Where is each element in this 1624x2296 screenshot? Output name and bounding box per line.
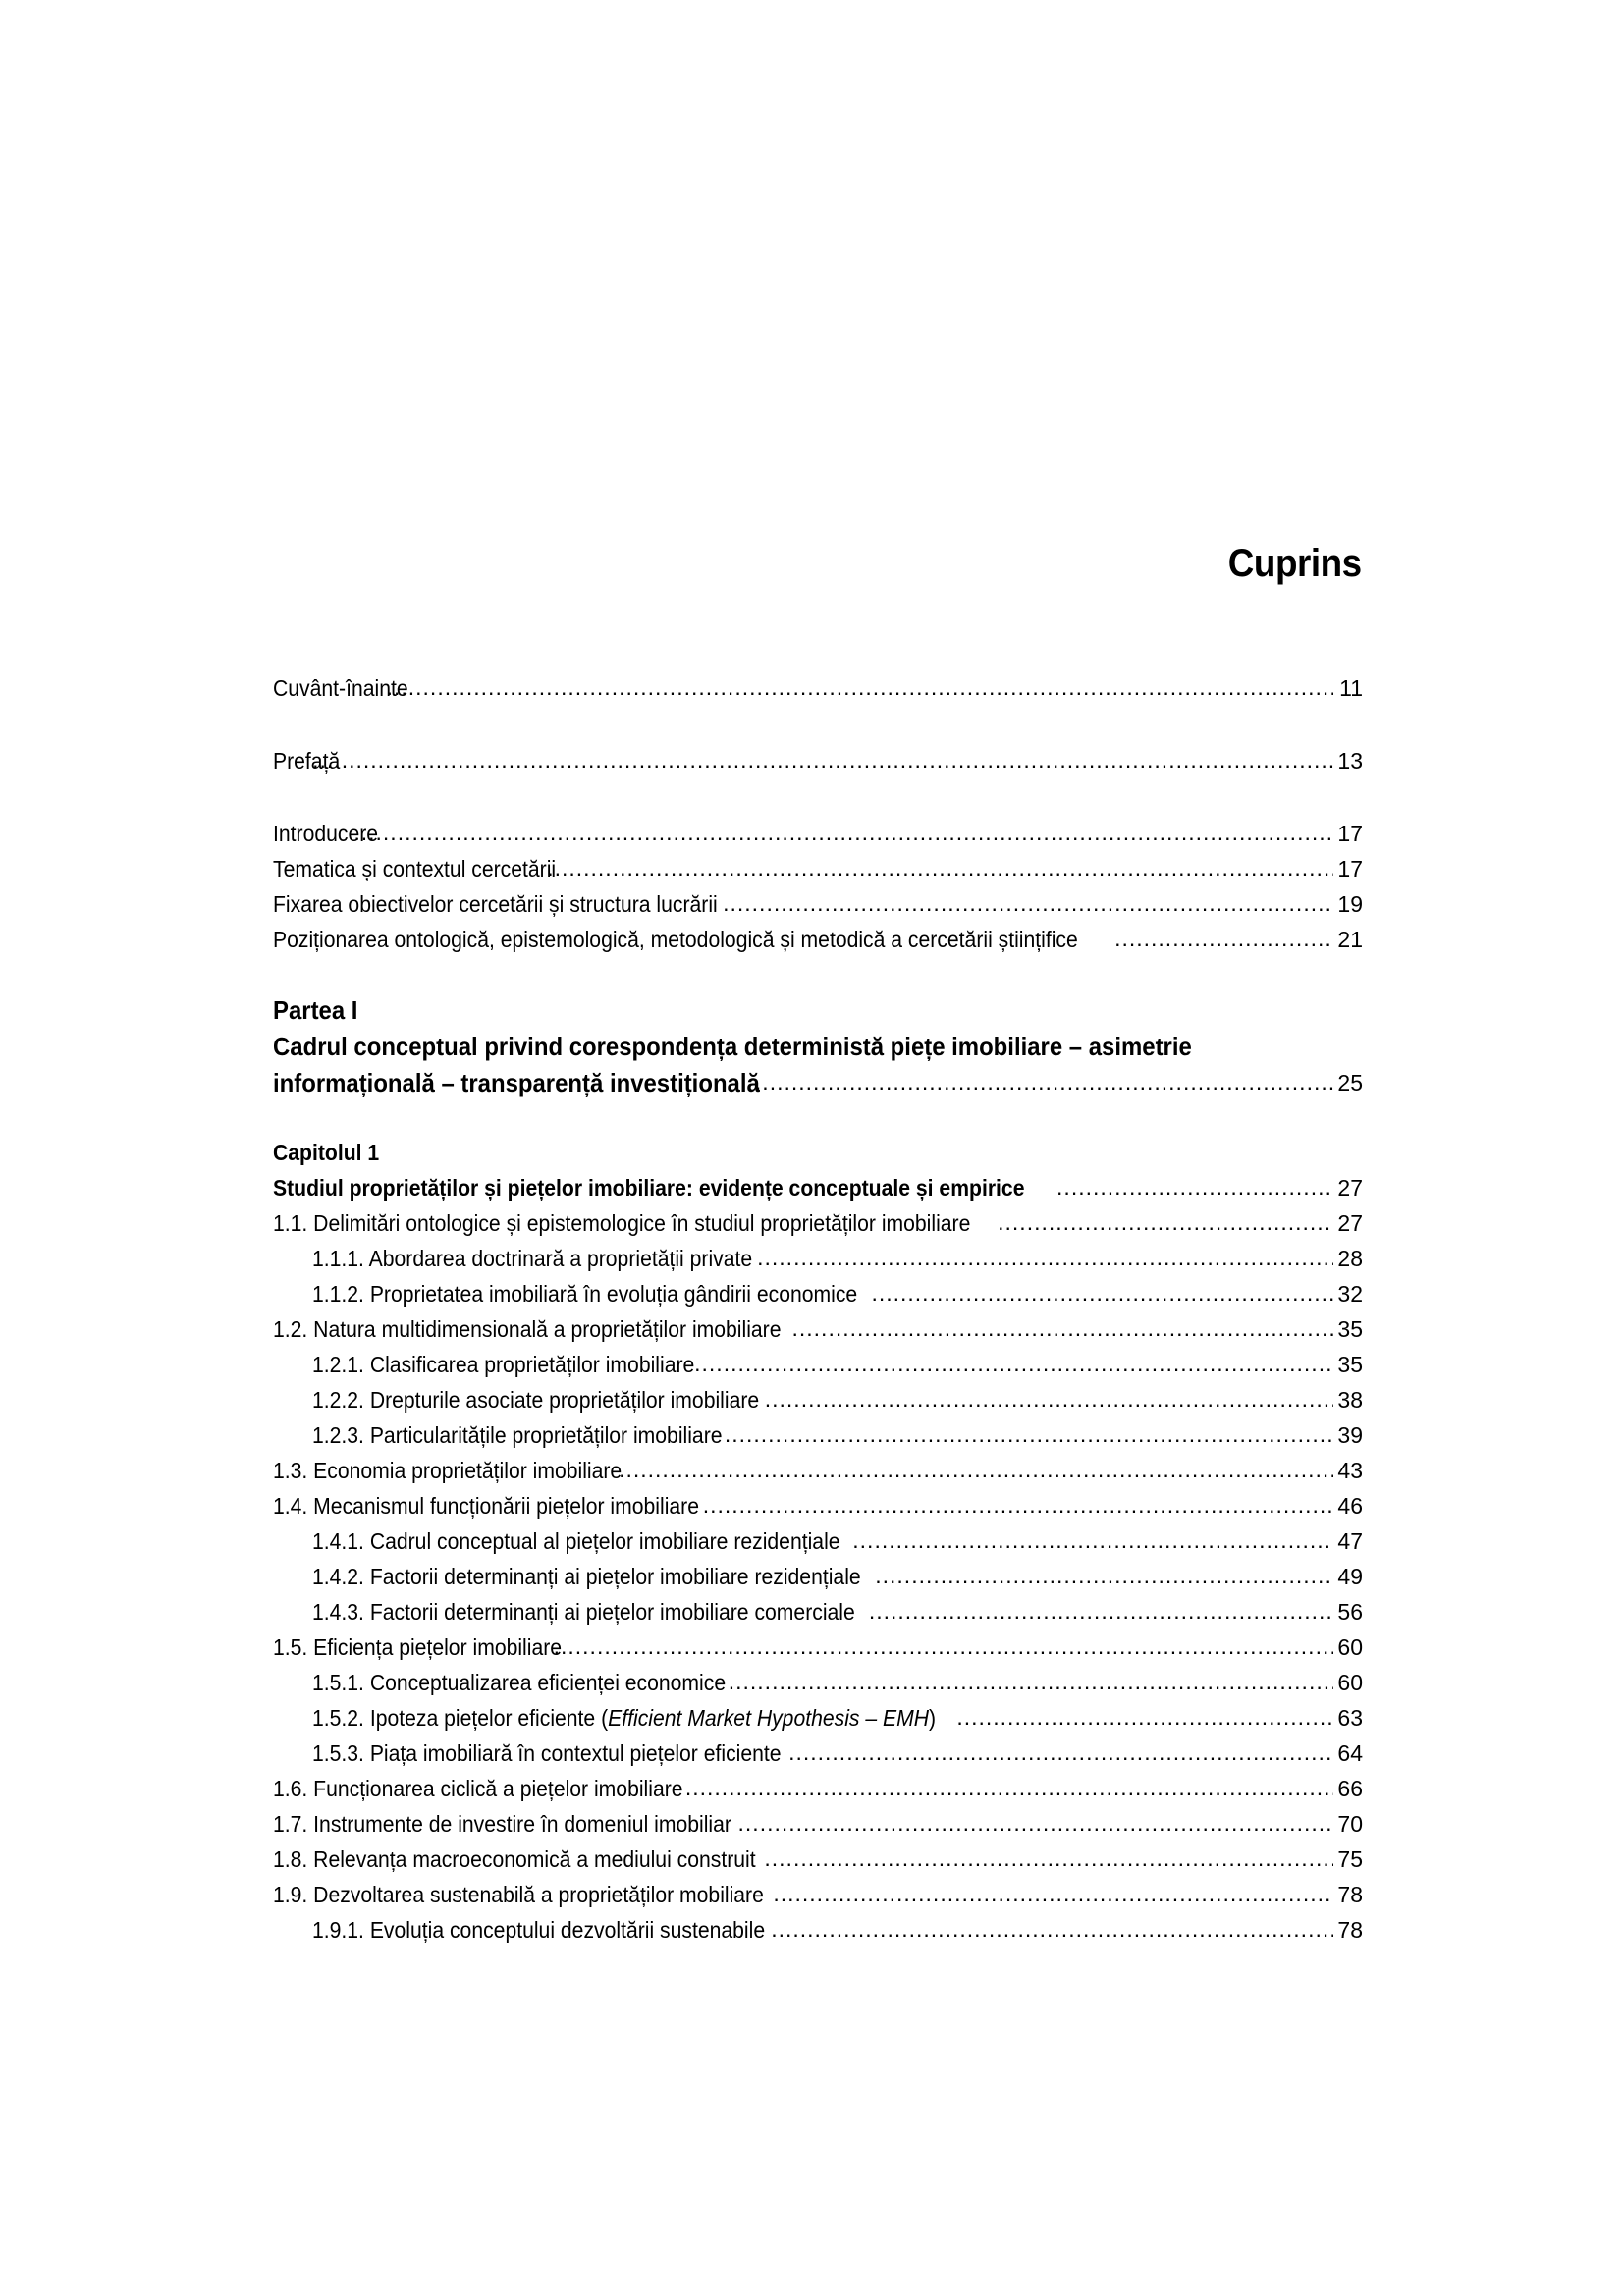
toc-page-number: 78 xyxy=(1337,1917,1363,1943)
toc-entry-label: Prefață xyxy=(273,748,341,774)
toc-entry-cuvant-inainte[interactable] xyxy=(273,670,1363,706)
toc-page-number: 38 xyxy=(1337,1387,1363,1413)
toc-entry-label: 1.6. Funcționarea ciclică a piețelor imobiliare xyxy=(273,1776,683,1801)
toc-entry[interactable] xyxy=(273,1771,1363,1806)
toc-entry-introducere[interactable] xyxy=(273,816,1363,851)
dot-leader xyxy=(725,1416,1333,1452)
dot-leader xyxy=(773,1876,1333,1911)
dot-leader xyxy=(757,1240,1333,1275)
toc-page-number: 66 xyxy=(1337,1776,1363,1801)
toc-entry[interactable] xyxy=(273,1453,1363,1488)
dot-leader xyxy=(771,1911,1333,1947)
part-heading: Partea I xyxy=(273,995,358,1025)
dot-leader xyxy=(764,1841,1333,1876)
part-block xyxy=(273,992,1363,1101)
toc-entry-label: 1.4.3. Factorii determinanți ai piețelor imobiliare comerciale xyxy=(312,1599,855,1625)
toc-page-number: 35 xyxy=(1337,1352,1363,1377)
toc-page-number: 78 xyxy=(1337,1882,1363,1907)
toc-entry-label: 1.7. Instrumente de investire în domeniul imobiliar xyxy=(273,1811,731,1837)
toc-entry[interactable] xyxy=(273,1382,1363,1417)
dot-leader xyxy=(554,1629,1333,1664)
toc-page-number: 27 xyxy=(1337,1210,1363,1236)
toc-page-number: 13 xyxy=(1337,748,1363,774)
toc-entry[interactable] xyxy=(273,1205,1363,1241)
toc-page-number: 11 xyxy=(1339,675,1363,701)
dot-leader xyxy=(738,1805,1333,1841)
toc-entry[interactable] xyxy=(273,1347,1363,1382)
toc-entry[interactable] xyxy=(273,1417,1363,1453)
toc-entry-label: 1.1.1. Abordarea doctrinară a proprietății private xyxy=(312,1246,753,1271)
table-of-contents xyxy=(273,670,1363,1948)
toc-entry-label xyxy=(312,1700,936,1735)
label-prefix: 1.5.2. Ipoteza piețelor eficiente ( xyxy=(312,1705,609,1731)
toc-entry-label: 1.9. Dezvoltarea sustenabilă a proprietăților mobiliare xyxy=(273,1882,764,1907)
page-title: Cuprins xyxy=(1228,542,1362,585)
label-italic: Efficient Market Hypothesis – EMH xyxy=(608,1705,930,1731)
toc-entry[interactable] xyxy=(273,1276,1363,1311)
toc-entry-chapter-1[interactable] xyxy=(273,1170,1363,1205)
toc-page-number: 27 xyxy=(1337,1175,1363,1201)
dot-leader xyxy=(788,1735,1333,1770)
toc-entry[interactable] xyxy=(273,1311,1363,1347)
toc-entry-label: 1.4. Mecanismul funcționării piețelor imobiliare xyxy=(273,1493,699,1519)
dot-leader xyxy=(998,1204,1333,1240)
toc-entry[interactable] xyxy=(273,1877,1363,1912)
dot-leader xyxy=(871,1275,1333,1310)
dot-leader xyxy=(792,1310,1334,1346)
chapter-block xyxy=(273,1135,1363,1948)
toc-entry-tematica[interactable] xyxy=(273,851,1363,886)
toc-entry[interactable] xyxy=(273,1665,1363,1700)
toc-entry[interactable] xyxy=(273,1912,1363,1948)
toc-entry-label: 1.2. Natura multidimensională a proprietăților imobiliare xyxy=(273,1316,782,1342)
dot-leader xyxy=(729,1664,1333,1699)
toc-entry[interactable] xyxy=(273,1488,1363,1523)
dot-leader xyxy=(1056,1169,1333,1204)
toc-entry-label: 1.4.1. Cadrul conceptual al piețelor imobiliare rezidențiale xyxy=(312,1528,840,1554)
chapter-heading: Capitolul 1 xyxy=(273,1140,380,1165)
toc-entry-label: Tematica și contextul cercetării xyxy=(273,856,557,881)
toc-entry-label: 1.4.2. Factorii determinanți ai piețelor imobiliare rezidențiale xyxy=(312,1564,861,1589)
dot-leader xyxy=(694,1346,1333,1381)
chapter-title: Studiul proprietăților și piețelor imobiliare: evidențe conceptuale și empirice xyxy=(273,1175,1025,1201)
dot-leader xyxy=(723,885,1333,921)
toc-page-number: 35 xyxy=(1337,1316,1363,1342)
toc-entry-pozitionarea[interactable] xyxy=(273,922,1363,957)
toc-entry[interactable] xyxy=(273,1842,1363,1877)
label-suffix: ) xyxy=(929,1705,937,1731)
toc-page-number: 21 xyxy=(1337,927,1363,952)
toc-page-number: 60 xyxy=(1337,1634,1363,1660)
toc-entry-prefata[interactable] xyxy=(273,743,1363,778)
toc-entry[interactable] xyxy=(273,1700,1363,1735)
dot-leader xyxy=(312,742,1333,777)
dot-leader xyxy=(875,1558,1333,1593)
dot-leader xyxy=(956,1699,1333,1735)
toc-entry-label: 1.1.2. Proprietatea imobiliară în evoluția gândirii economice xyxy=(312,1281,858,1307)
toc-entry[interactable] xyxy=(273,1559,1363,1594)
toc-entry-label: 1.5.3. Piața imobiliară în contextul piețelor eficiente xyxy=(312,1740,782,1766)
toc-entry-label: Poziționarea ontologică, epistemologică, metodologică și metodică a cercetării științifice xyxy=(273,927,1078,952)
toc-page-number: 47 xyxy=(1337,1528,1363,1554)
toc-page-number: 25 xyxy=(1337,1070,1363,1095)
toc-entry-label: Fixarea obiectivelor cercetării și structura lucrării xyxy=(273,891,718,917)
dot-leader xyxy=(765,1381,1333,1416)
toc-page-number: 75 xyxy=(1337,1846,1363,1872)
toc-page-number: 63 xyxy=(1337,1705,1363,1731)
dot-leader xyxy=(619,1452,1333,1487)
toc-entry-label: 1.2.3. Particularitățile proprietăților imobiliare xyxy=(312,1422,723,1448)
dot-leader xyxy=(547,850,1333,885)
toc-page-number: 56 xyxy=(1337,1599,1363,1625)
dot-leader xyxy=(869,1593,1333,1629)
dot-leader xyxy=(703,1487,1333,1522)
toc-page-number: 70 xyxy=(1337,1811,1363,1837)
toc-entry[interactable] xyxy=(273,1629,1363,1665)
part-title-line: Cadrul conceptual privind corespondența deterministă piețe imobiliare – asimetrie xyxy=(273,1032,1192,1061)
toc-entry[interactable] xyxy=(273,1594,1363,1629)
toc-page-number: 49 xyxy=(1337,1564,1363,1589)
toc-entry[interactable] xyxy=(273,1806,1363,1842)
part-title-line: informațională – transparență investițională xyxy=(273,1068,760,1097)
toc-page-number: 60 xyxy=(1337,1670,1363,1695)
toc-entry-label: 1.3. Economia proprietăților imobiliare xyxy=(273,1458,623,1483)
toc-entry[interactable] xyxy=(273,1523,1363,1559)
toc-page-number: 43 xyxy=(1337,1458,1363,1483)
toc-page-number: 39 xyxy=(1337,1422,1363,1448)
toc-entry-label: Cuvânt-înainte xyxy=(273,675,408,701)
toc-entry-fixarea-obiectivelor[interactable] xyxy=(273,886,1363,922)
dot-leader xyxy=(755,1064,1335,1100)
toc-page-number: 19 xyxy=(1337,891,1363,917)
toc-page-number: 46 xyxy=(1337,1493,1363,1519)
toc-entry-label: 1.5. Eficiența piețelor imobiliare xyxy=(273,1634,563,1660)
toc-entry[interactable] xyxy=(273,1241,1363,1276)
toc-entry-label: 1.9.1. Evoluția conceptului dezvoltării sustenabile xyxy=(312,1917,766,1943)
dot-leader xyxy=(852,1522,1333,1558)
toc-page-number: 28 xyxy=(1337,1246,1363,1271)
toc-entry-partea-1[interactable] xyxy=(273,1065,1363,1101)
toc-entry[interactable] xyxy=(273,1735,1363,1771)
toc-page-number: 64 xyxy=(1337,1740,1363,1766)
toc-entry-label: 1.2.2. Drepturile asociate proprietăților imobiliare xyxy=(312,1387,760,1413)
toc-entry-label: Introducere xyxy=(273,821,379,846)
toc-entry-label: 1.1. Delimitări ontologice și epistemologice în studiul proprietăților imobiliare xyxy=(273,1210,971,1236)
dot-leader xyxy=(387,669,1333,705)
toc-entry-label: 1.5.1. Conceptualizarea eficienței economice xyxy=(312,1670,727,1695)
toc-page-number: 17 xyxy=(1337,821,1363,846)
toc-page-number: 32 xyxy=(1337,1281,1363,1307)
dot-leader xyxy=(353,815,1333,850)
toc-entry-label: 1.8. Relevanța macroeconomică a mediului construit xyxy=(273,1846,756,1872)
toc-page-number: 17 xyxy=(1337,856,1363,881)
dot-leader xyxy=(685,1770,1333,1805)
dot-leader xyxy=(1114,921,1333,956)
toc-entry-label: 1.2.1. Clasificarea proprietăților imobiliare xyxy=(312,1352,695,1377)
